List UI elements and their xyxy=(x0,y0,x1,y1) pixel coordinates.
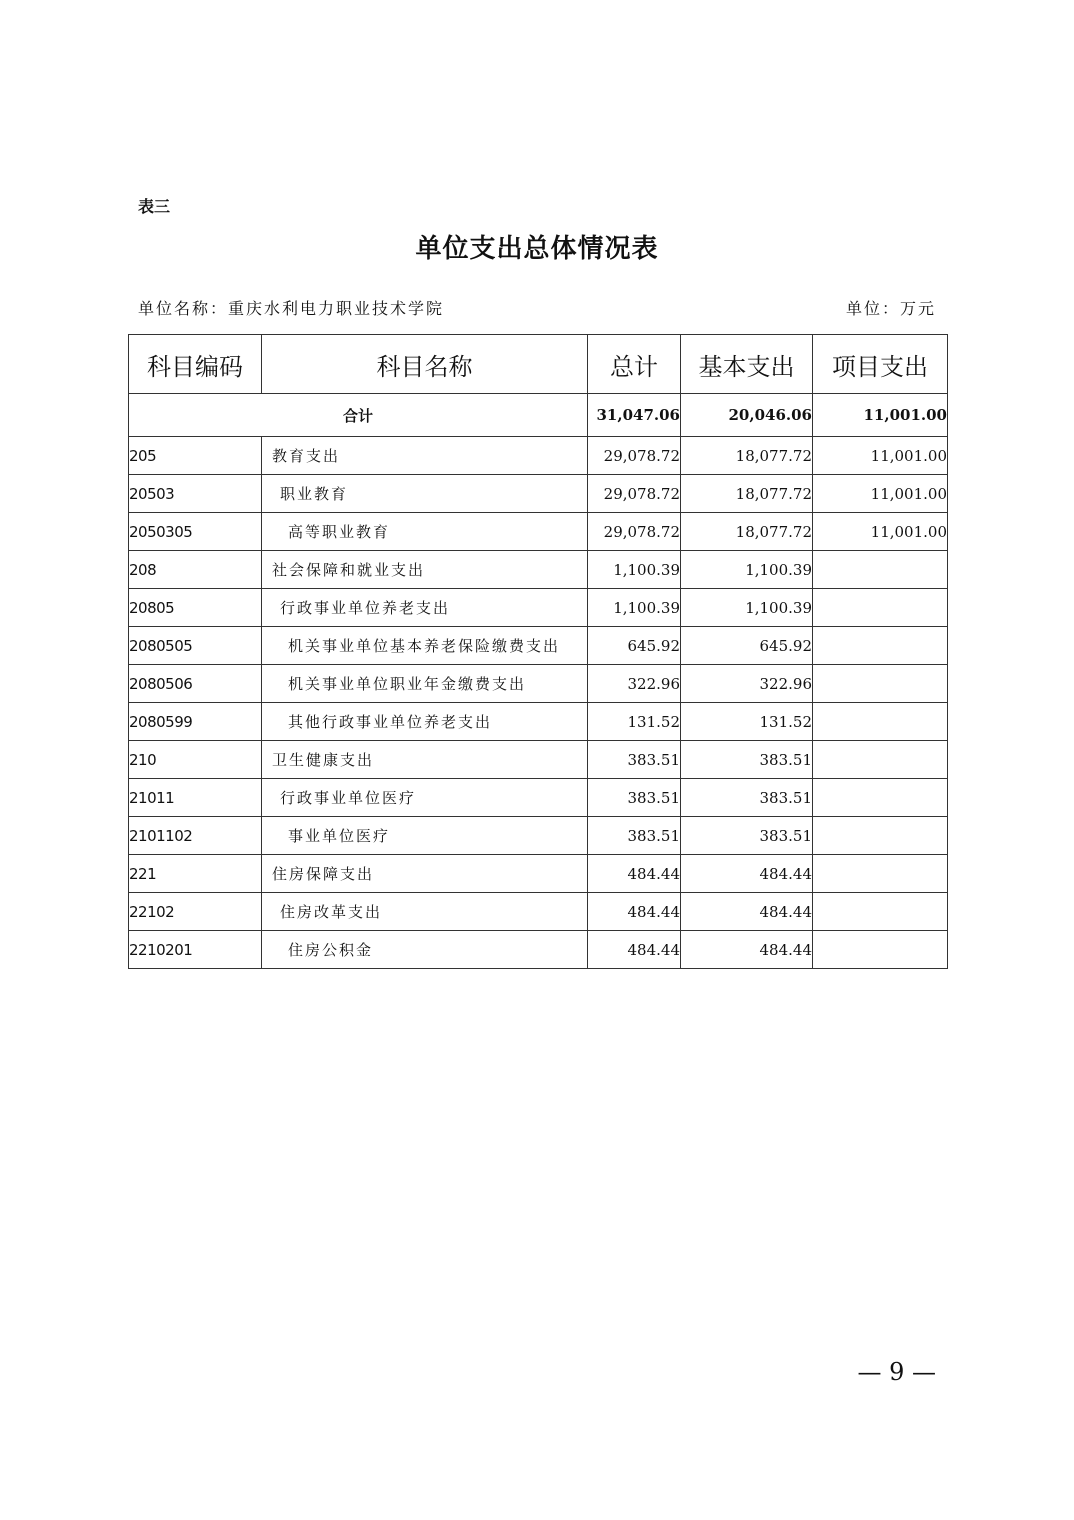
table-row xyxy=(129,931,948,969)
row-code: 2080505 xyxy=(129,627,262,665)
row-project xyxy=(813,665,948,703)
row-total: 484.44 xyxy=(588,893,681,931)
row-name: 事业单位医疗 xyxy=(262,817,588,855)
page-title: 单位支出总体情况表 xyxy=(415,234,659,264)
table-header-row xyxy=(129,335,948,394)
row-name: 住房保障支出 xyxy=(262,855,588,893)
row-total: 383.51 xyxy=(588,817,681,855)
row-project xyxy=(813,779,948,817)
table-row xyxy=(129,779,948,817)
row-basic: 322.96 xyxy=(681,665,813,703)
row-total: 29,078.72 xyxy=(588,437,681,475)
row-total: 29,078.72 xyxy=(588,475,681,513)
row-code: 22102 xyxy=(129,893,262,931)
table-row xyxy=(129,855,948,893)
row-project xyxy=(813,931,948,969)
row-name: 教育支出 xyxy=(262,437,588,475)
row-project xyxy=(813,551,948,589)
table-row xyxy=(129,475,948,513)
unit-measure: 单位：万元 xyxy=(845,299,936,318)
row-basic: 383.51 xyxy=(681,779,813,817)
row-total: 322.96 xyxy=(588,665,681,703)
row-code: 20503 xyxy=(129,475,262,513)
total-sum: 31,047.06 xyxy=(588,394,681,437)
header-project: 项目支出 xyxy=(813,335,948,394)
table-row xyxy=(129,589,948,627)
row-project xyxy=(813,703,948,741)
row-basic: 131.52 xyxy=(681,703,813,741)
row-basic: 18,077.72 xyxy=(681,513,813,551)
row-name: 行政事业单位医疗 xyxy=(262,779,588,817)
row-basic: 1,100.39 xyxy=(681,589,813,627)
table-row xyxy=(129,741,948,779)
row-code: 2080506 xyxy=(129,665,262,703)
total-label: 合计 xyxy=(129,394,588,437)
row-project xyxy=(813,741,948,779)
row-code: 2080599 xyxy=(129,703,262,741)
row-project xyxy=(813,627,948,665)
row-total: 645.92 xyxy=(588,627,681,665)
header-name: 科目名称 xyxy=(262,335,588,394)
row-project xyxy=(813,817,948,855)
header-total: 总计 xyxy=(588,335,681,394)
row-code: 2050305 xyxy=(129,513,262,551)
row-total: 1,100.39 xyxy=(588,589,681,627)
row-code: 205 xyxy=(129,437,262,475)
page-number: — 9 — xyxy=(857,1358,936,1386)
table-row xyxy=(129,551,948,589)
row-name: 高等职业教育 xyxy=(262,513,588,551)
row-code: 210 xyxy=(129,741,262,779)
row-total: 484.44 xyxy=(588,931,681,969)
row-name: 住房公积金 xyxy=(262,931,588,969)
row-code: 221 xyxy=(129,855,262,893)
row-basic: 383.51 xyxy=(681,741,813,779)
row-project: 11,001.00 xyxy=(813,475,948,513)
row-name: 行政事业单位养老支出 xyxy=(262,589,588,627)
row-name: 社会保障和就业支出 xyxy=(262,551,588,589)
row-total: 383.51 xyxy=(588,741,681,779)
table-row xyxy=(129,817,948,855)
row-code: 2101102 xyxy=(129,817,262,855)
table-row xyxy=(129,665,948,703)
row-code: 20805 xyxy=(129,589,262,627)
total-row xyxy=(129,394,948,437)
row-project xyxy=(813,589,948,627)
row-basic: 18,077.72 xyxy=(681,437,813,475)
table-row xyxy=(129,627,948,665)
total-project: 11,001.00 xyxy=(813,394,948,437)
row-name: 机关事业单位基本养老保险缴费支出 xyxy=(262,627,588,665)
table-row xyxy=(129,513,948,551)
row-code: 2210201 xyxy=(129,931,262,969)
row-project xyxy=(813,855,948,893)
row-basic: 18,077.72 xyxy=(681,475,813,513)
row-name: 住房改革支出 xyxy=(262,893,588,931)
row-total: 29,078.72 xyxy=(588,513,681,551)
row-name: 其他行政事业单位养老支出 xyxy=(262,703,588,741)
row-project: 11,001.00 xyxy=(813,513,948,551)
header-basic: 基本支出 xyxy=(681,335,813,394)
row-project: 11,001.00 xyxy=(813,437,948,475)
row-basic: 484.44 xyxy=(681,855,813,893)
row-basic: 645.92 xyxy=(681,627,813,665)
table-row xyxy=(129,437,948,475)
row-name: 职业教育 xyxy=(262,475,588,513)
row-name: 机关事业单位职业年金缴费支出 xyxy=(262,665,588,703)
total-basic: 20,046.06 xyxy=(681,394,813,437)
table-label: 表三 xyxy=(138,197,171,216)
expenditure-table xyxy=(128,334,948,969)
row-total: 484.44 xyxy=(588,855,681,893)
row-basic: 484.44 xyxy=(681,931,813,969)
row-code: 21011 xyxy=(129,779,262,817)
row-total: 131.52 xyxy=(588,703,681,741)
row-total: 383.51 xyxy=(588,779,681,817)
row-basic: 484.44 xyxy=(681,893,813,931)
row-total: 1,100.39 xyxy=(588,551,681,589)
unit-name: 单位名称：重庆水利电力职业技术学院 xyxy=(138,299,445,318)
row-basic: 383.51 xyxy=(681,817,813,855)
row-name: 卫生健康支出 xyxy=(262,741,588,779)
table-row xyxy=(129,703,948,741)
row-project xyxy=(813,893,948,931)
header-code: 科目编码 xyxy=(129,335,262,394)
row-code: 208 xyxy=(129,551,262,589)
table-row xyxy=(129,893,948,931)
row-basic: 1,100.39 xyxy=(681,551,813,589)
